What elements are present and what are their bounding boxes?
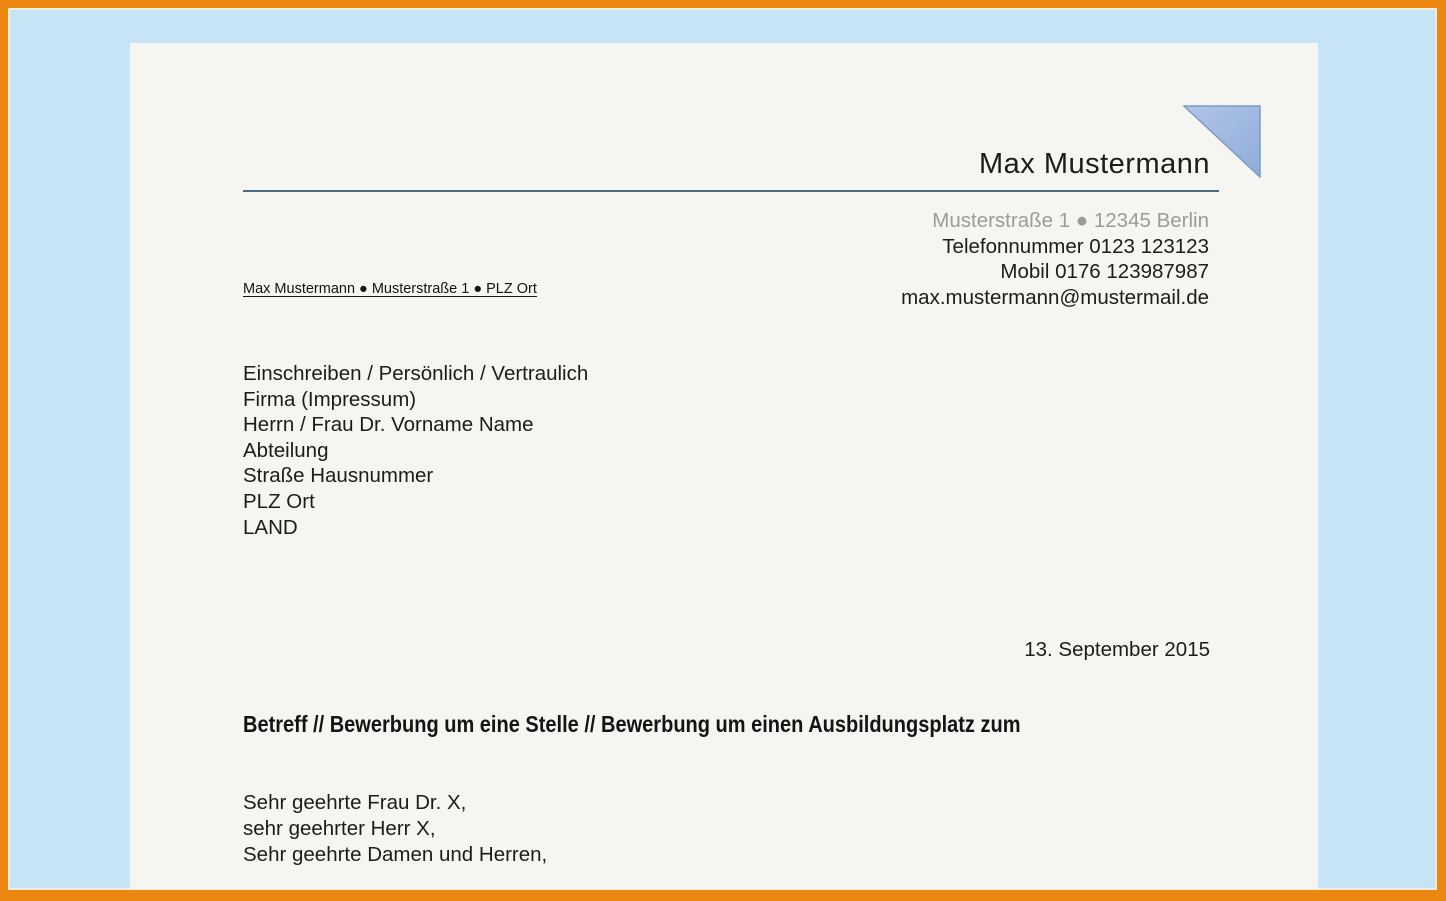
recipient-line: Herrn / Frau Dr. Vorname Name: [243, 413, 534, 437]
salutation-line: Sehr geehrte Damen und Herren,: [243, 843, 548, 866]
recipient-line: Abteilung: [243, 438, 329, 462]
subject-text: Betreff // Bewerbung um eine Stelle // Bewerbung um einen Ausbildungsplatz zum: [243, 711, 1021, 737]
recipient-line: Firma (Impressum): [243, 387, 417, 411]
salutation-line: sehr geehrter Herr X,: [243, 817, 436, 840]
letterhead-mobile: Mobil 0176 123987987: [1000, 260, 1209, 284]
letterhead-name: Max Mustermann: [978, 148, 1210, 180]
subject-line: [243, 711, 1137, 738]
recipient-line: Straße Hausnummer: [243, 464, 434, 488]
recipient-line: Einschreiben / Persönlich / Vertraulich: [243, 362, 589, 385]
recipient-line: LAND: [243, 515, 298, 539]
letterhead-email: max.mustermann@mustermail.de: [901, 286, 1209, 310]
letter-date: 13. September 2015: [1024, 638, 1210, 661]
letterhead-contact-block: [901, 208, 1209, 311]
letterhead-phone: Telefonnummer 0123 123123: [942, 234, 1209, 258]
letter-page: [130, 43, 1318, 889]
header-divider: [243, 190, 1219, 192]
recipient-line: PLZ Ort: [243, 489, 315, 513]
recipient-address-block: [243, 361, 588, 540]
sender-return-line: Max Mustermann ● Musterstraße 1 ● PLZ Ort: [243, 281, 537, 297]
salutation-line: Sehr geehrte Frau Dr. X,: [243, 791, 467, 814]
letterhead-address: Musterstraße 1 ● 12345 Berlin: [932, 209, 1209, 232]
salutation-block: [243, 790, 547, 868]
